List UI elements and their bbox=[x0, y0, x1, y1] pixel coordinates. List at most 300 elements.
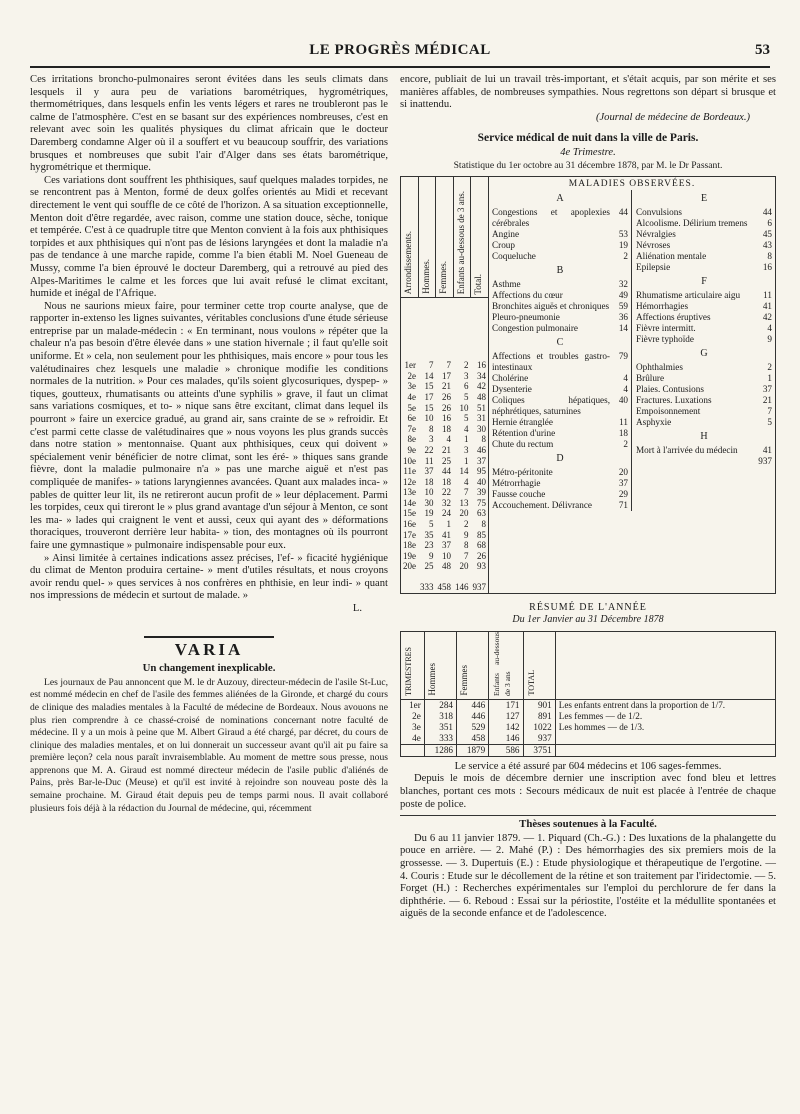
disease-item bbox=[492, 312, 628, 323]
table-cell: 5e bbox=[407, 402, 416, 413]
table-row bbox=[401, 530, 488, 541]
table-row bbox=[401, 403, 488, 414]
service-note: Le service a été assuré par 604 médecins et 106 sages-femmes. bbox=[454, 760, 722, 772]
theses-text: Du 6 au 11 janvier 1879. — 1. Piquard (Ch.-G.) : Des luxations de la phalangette du pouce en arrière. — 2. Mahé (P.) : Des hémorrhagies des six premiers mois de la grossesse. — 3. Dupertuis (E.) : Etude physiologique et thérapeutique de l'ergotine. — 4. Couris : Etude sur le décollement de la rétine et son traitement par l'iridectomie. — 5. Forget (H.) : Recherches expérimentales sur l'emploi du perchlorure de fer dans la diphthérie. — 6. Reboud : Essai sur la périostite, l'ostéite et la médullite spontanées et aiguës de la seconde enfance et de l'adolescence. bbox=[400, 832, 776, 920]
table-row bbox=[401, 519, 488, 530]
resume-row bbox=[401, 711, 776, 722]
table-cell: 7 bbox=[446, 360, 451, 371]
table-cell: 35 bbox=[424, 529, 434, 540]
section-rule bbox=[144, 636, 274, 638]
arrondissements-table bbox=[401, 360, 488, 592]
disease-label: Métrorrhagie bbox=[492, 478, 541, 489]
table-cell: 63 bbox=[477, 508, 486, 519]
source-citation: (Journal de médecine de Bordeaux.) bbox=[595, 111, 750, 123]
paragraph: Ces variations dont souffrent les phthisiques, sauf quelques malades torpides, ne se rencontrent pas à Menton, formé de deux golfes orientés au Midi et recevant directement le vent qui souffle de ce côté de l'horizon. A sa situation exceptionnelle, Menton doit d'être regardée, avec raison, comme une station douce, sèche, tonique et tempérée. C'est à ce quadruple titre que Menton convient à la fois aux phthisiques torpides et aux phthisiques qui n'ont pas de lésions laryngées et dont la maladie n'a pas de tendance à une marche rapide, comme l'a bien établi M. Noel Gueneau de Mussy, comme l'a bien éprouvé le docteur Daremberg, qui a retrouvé au pied des Alpes-Maritimes le calme et les forces que lui avait refusé le climat excitant, humide et inégal de l'Afrique. bbox=[30, 174, 388, 300]
table-cell: 4 bbox=[446, 434, 451, 445]
service-note-2: Depuis le mois de décembre dernier une inscription avec fond bleu et lettres blanches, portant ces mots : Secours médicaux de nuit est placée à l'entrée de chaque poste de police. bbox=[400, 773, 776, 810]
statistics-line: Statistique du 1er octobre au 31 décembre 1878, par M. le Dr Passant. bbox=[453, 159, 723, 171]
disease-label: Métro-péritonite bbox=[492, 467, 553, 478]
table-cell: 46 bbox=[477, 444, 486, 455]
disease-item bbox=[636, 362, 772, 373]
disease-count: 6 bbox=[767, 218, 772, 229]
table-cell: 17e bbox=[403, 529, 416, 540]
resume-title: RÉSUMÉ DE L'ANNÉE bbox=[529, 601, 647, 613]
disease-label: Ophthalmies bbox=[636, 362, 683, 373]
maladies-list-right bbox=[636, 190, 772, 511]
table-cell: 44 bbox=[442, 466, 451, 477]
disease-count: 44 bbox=[618, 207, 628, 218]
disease-label: Coliques hépatiques, néphrétiques, saturnines bbox=[492, 395, 610, 417]
col-header: Enfants au-dessous de 3 ans. bbox=[453, 177, 471, 298]
table-cell: 5 bbox=[464, 391, 469, 402]
table-cell: 12e bbox=[403, 476, 416, 487]
table-row bbox=[401, 360, 488, 371]
disease-item bbox=[636, 373, 772, 384]
table-cell: 22 bbox=[424, 444, 434, 455]
disease-label: Angine bbox=[492, 229, 520, 240]
table-cell: 75 bbox=[477, 497, 486, 508]
disease-item bbox=[492, 384, 628, 395]
table-cell: 4 bbox=[464, 423, 469, 434]
disease-item bbox=[636, 312, 772, 323]
resume-cell: 1022 bbox=[523, 722, 555, 733]
table-cell: 8 bbox=[481, 519, 486, 530]
disease-item bbox=[492, 439, 628, 450]
resume-cell: 446 bbox=[457, 699, 489, 711]
disease-count: 43 bbox=[762, 240, 772, 251]
disease-item bbox=[636, 384, 772, 395]
table-cell: 37 bbox=[424, 466, 434, 477]
col-header: TRIMESTRES bbox=[401, 631, 425, 699]
disease-item bbox=[492, 240, 628, 251]
disease-item bbox=[636, 456, 772, 467]
table-cell: 15 bbox=[424, 381, 434, 392]
disease-label: Affections du cœur bbox=[492, 290, 563, 301]
disease-item bbox=[492, 500, 628, 511]
disease-label: Pleuro-pneumonie bbox=[492, 312, 560, 323]
table-cell: 1 bbox=[464, 434, 469, 445]
disease-label: Névralgies bbox=[636, 229, 676, 240]
disease-count: 79 bbox=[618, 351, 628, 362]
disease-count: 44 bbox=[762, 207, 772, 218]
disease-item bbox=[492, 417, 628, 428]
disease-count: 5 bbox=[767, 417, 772, 428]
disease-count: 53 bbox=[618, 229, 628, 240]
disease-item bbox=[492, 301, 628, 312]
disease-count: 1 bbox=[767, 373, 772, 384]
statistics-table bbox=[400, 176, 776, 593]
table-cell: 2e bbox=[407, 370, 416, 381]
table-cell: 40 bbox=[477, 476, 486, 487]
resume-row bbox=[401, 722, 776, 733]
disease-count: 49 bbox=[618, 290, 628, 301]
table-cell: 37 bbox=[477, 455, 486, 466]
disease-label: Congestions et apoplexies cérébrales bbox=[492, 207, 610, 229]
table-cell: 13 bbox=[459, 497, 469, 508]
table-cell: 93 bbox=[477, 561, 486, 572]
resume-cell: 351 bbox=[424, 722, 456, 733]
resume-total-row bbox=[401, 744, 776, 756]
service-title: Service médical de nuit dans la ville de Paris. bbox=[477, 132, 699, 145]
disease-count: 2 bbox=[623, 439, 628, 450]
table-cell: 3 bbox=[464, 444, 469, 455]
disease-count: 45 bbox=[762, 229, 772, 240]
disease-item bbox=[492, 323, 628, 334]
disease-item bbox=[492, 207, 628, 229]
table-cell: 25 bbox=[442, 455, 451, 466]
table-cell: 23 bbox=[424, 540, 434, 551]
table-cell: 10e bbox=[403, 455, 416, 466]
table-cell: 3 bbox=[464, 370, 469, 381]
table-row bbox=[401, 498, 488, 509]
table-row bbox=[401, 456, 488, 467]
table-cell: 34 bbox=[477, 370, 486, 381]
varia-text: Les journaux de Pau annoncent que M. le dr Auzouy, directeur-médecin de l'asile St-Luc, est nommé médecin en chef de l'asile des femmes aliénées de la Gironde, et chargé du cours de clinique des maladies mentales à la Faculté de médecine de Bordeaux. Nous avouons ne plus rien comprendre à ce chassé-croisé de nominations concernant notre faculté de médecine. Il y a un mois à peine que M. Albert Giraud a été chargé, par décret, du cours de clinique des maladies mentales, et on lui donnerait un successeur avant qu'il ait pu faire sa première leçon? cela nous paraît invraisemblable. Au moment de mettre sous presse, nous apprenons que M. A. Giraud est nommé directeur médecin de l'asile public d'aliénés de Pains, près Bar-le-Duc (Meuse) et qu'il est invité à rejoindre son nouveau poste dès la semaine prochaine. M. Giraud était depuis peu de temps parmi nous. Il avait collaboré plusieurs fois déjà à la rédaction du Journal de médecine, qui, récemment bbox=[30, 676, 388, 814]
disease-count: 37 bbox=[762, 384, 772, 395]
table-cell: 7e bbox=[407, 423, 416, 434]
resume-cell: 529 bbox=[457, 722, 489, 733]
disease-count: 11 bbox=[763, 290, 772, 301]
disease-item bbox=[492, 489, 628, 500]
table-cell: 11 bbox=[424, 455, 434, 466]
disease-item bbox=[492, 251, 628, 262]
resume-cell: 333 bbox=[424, 733, 456, 745]
resume-cell: 901 bbox=[523, 699, 555, 711]
disease-count: 20 bbox=[618, 467, 628, 478]
disease-count: 4 bbox=[623, 384, 628, 395]
total-cell bbox=[401, 572, 418, 593]
table-cell: 15 bbox=[424, 402, 434, 413]
disease-item bbox=[492, 478, 628, 489]
disease-label: Epilepsie bbox=[636, 262, 671, 273]
col-header: Arrondissements. bbox=[401, 177, 419, 298]
table-cell: 48 bbox=[442, 561, 451, 572]
col-header: Total. bbox=[471, 177, 489, 298]
table-cell: 1 bbox=[446, 519, 451, 530]
category-letter: G bbox=[700, 348, 708, 360]
total-cell: 458 bbox=[437, 582, 451, 593]
header-rule bbox=[30, 66, 770, 68]
table-cell: 26 bbox=[477, 550, 486, 561]
resume-cell: 171 bbox=[489, 699, 523, 711]
disease-item bbox=[636, 229, 772, 240]
continuation-text: encore, publiait de lui un travail très-important, et s'était acquis, par son mérite et ses manières affables, de nombreuses sympathies. Nous regrettons son départ si brusque et si inattendu. bbox=[400, 74, 776, 111]
table-cell: 95 bbox=[477, 466, 486, 477]
table-cell: 68 bbox=[477, 540, 486, 551]
disease-count: 937 bbox=[758, 456, 772, 467]
disease-label: Coqueluche bbox=[492, 251, 536, 262]
table-cell: 20e bbox=[403, 561, 416, 572]
table-cell: 18 bbox=[442, 423, 451, 434]
table-cell: 13e bbox=[403, 487, 416, 498]
table-cell: 15e bbox=[403, 508, 416, 519]
resume-cell: 446 bbox=[457, 711, 489, 722]
disease-item bbox=[636, 262, 772, 273]
category-letter: H bbox=[700, 431, 708, 443]
disease-label: Mort à l'arrivée du médecin bbox=[636, 445, 738, 456]
table-cell: 1 bbox=[464, 455, 469, 466]
table-cell: 14 bbox=[424, 370, 434, 381]
resume-cell: 891 bbox=[523, 711, 555, 722]
page-number: 53 bbox=[755, 42, 770, 58]
varia-heading bbox=[30, 636, 388, 660]
disease-label: Aliénation mentale bbox=[636, 251, 707, 262]
table-cell: 4 bbox=[464, 476, 469, 487]
resume-table bbox=[400, 631, 776, 757]
table-row bbox=[401, 466, 488, 477]
table-cell: 4e bbox=[407, 391, 416, 402]
table-cell: 10 bbox=[459, 402, 469, 413]
table-cell: 10 bbox=[424, 487, 434, 498]
disease-label: Hémorrhagies bbox=[636, 301, 689, 312]
table-cell: 39 bbox=[477, 487, 486, 498]
table-cell: 16e bbox=[403, 519, 416, 530]
table-cell: 19e bbox=[403, 550, 416, 561]
disease-label: Névroses bbox=[636, 240, 671, 251]
table-cell: 16 bbox=[442, 413, 451, 424]
maladies-list-left bbox=[492, 190, 632, 511]
disease-count: 7 bbox=[767, 406, 772, 417]
disease-item bbox=[636, 240, 772, 251]
table-cell: 3e bbox=[407, 381, 416, 392]
left-column bbox=[30, 74, 388, 815]
disease-count: 2 bbox=[623, 251, 628, 262]
table-cell: 51 bbox=[477, 402, 486, 413]
table-row bbox=[401, 477, 488, 488]
disease-label: Fièvre typhoïde bbox=[636, 334, 694, 345]
table-cell: 9 bbox=[429, 550, 434, 561]
disease-label: Asphyxie bbox=[636, 417, 672, 428]
trimestre: 4e Trimestre. bbox=[560, 146, 616, 158]
maladies-header: MALADIES OBSERVÉES. bbox=[568, 179, 696, 190]
disease-label: Plaies. Contusions bbox=[636, 384, 704, 395]
disease-item bbox=[636, 334, 772, 345]
disease-label: Bronchites aiguës et chroniques bbox=[492, 301, 610, 312]
resume-total-empty bbox=[555, 744, 775, 756]
table-cell: 8 bbox=[464, 540, 469, 551]
resume-total-cell: 1879 bbox=[457, 744, 489, 756]
resume-cell: 284 bbox=[424, 699, 456, 711]
table-cell: 41 bbox=[442, 529, 451, 540]
disease-count: 9 bbox=[767, 334, 772, 345]
col-header: Hommes bbox=[424, 631, 456, 699]
disease-item bbox=[492, 351, 628, 373]
table-cell: 11e bbox=[403, 466, 416, 477]
disease-label: Rhumatisme articulaire aigu bbox=[636, 290, 741, 301]
table-row bbox=[401, 551, 488, 562]
col-header-empty bbox=[555, 631, 775, 699]
resume-row bbox=[401, 699, 776, 711]
disease-count: 32 bbox=[618, 279, 628, 290]
table-cell: 17 bbox=[442, 370, 451, 381]
disease-item bbox=[636, 406, 772, 417]
disease-item bbox=[492, 279, 628, 290]
table-cell: 5 bbox=[429, 519, 434, 530]
category-letter: E bbox=[700, 193, 708, 205]
disease-label: Fièvre intermitt. bbox=[636, 323, 696, 334]
resume-cell: 2e bbox=[401, 711, 425, 722]
disease-count: 41 bbox=[762, 445, 772, 456]
disease-label: Rétention d'urine bbox=[492, 428, 556, 439]
table-cell: 18 bbox=[442, 476, 451, 487]
table-cell: 37 bbox=[442, 540, 451, 551]
table-row bbox=[401, 371, 488, 382]
resume-cell bbox=[555, 733, 775, 745]
table-cell: 25 bbox=[424, 561, 434, 572]
resume-dates: Du 1er Janvier au 31 Décembre 1878 bbox=[512, 614, 664, 626]
disease-label: Chute du rectum bbox=[492, 439, 554, 450]
table-cell: 20 bbox=[459, 561, 469, 572]
disease-item bbox=[636, 445, 772, 456]
table-cell: 6 bbox=[464, 381, 469, 392]
total-cell: 146 bbox=[455, 582, 469, 593]
col-header: Hommes. bbox=[418, 177, 436, 298]
resume-total-cell: 3751 bbox=[523, 744, 555, 756]
table-row bbox=[401, 540, 488, 551]
table-cell: 48 bbox=[477, 391, 486, 402]
disease-count: 18 bbox=[618, 428, 628, 439]
table-cell: 1er bbox=[404, 360, 416, 371]
table-row bbox=[401, 434, 488, 445]
table-cell: 8 bbox=[481, 434, 486, 445]
category-letter: C bbox=[556, 337, 564, 349]
table-cell: 2 bbox=[464, 519, 469, 530]
table-cell: 6e bbox=[407, 413, 416, 424]
disease-count: 41 bbox=[762, 301, 772, 312]
disease-label: Fausse couche bbox=[492, 489, 546, 500]
col-header: TOTAL bbox=[523, 631, 555, 699]
right-column bbox=[400, 74, 776, 921]
resume-total-cell bbox=[401, 744, 425, 756]
table-cell: 21 bbox=[442, 381, 451, 392]
table-cell: 18 bbox=[424, 476, 434, 487]
disease-count: 40 bbox=[618, 395, 628, 406]
resume-cell: 127 bbox=[489, 711, 523, 722]
table-row bbox=[401, 561, 488, 572]
resume-cell: Les femmes — de 1/2. bbox=[558, 710, 643, 721]
disease-count: 19 bbox=[618, 240, 628, 251]
table-cell: 22 bbox=[442, 487, 451, 498]
paragraph: Ces irritations broncho-pulmonaires seront évitées dans les seuls climats dans lesquels il y aura peu de variations barométriques, hygrométriques, thermométriques, dans lesquels enfin les vents légers et rares ne troubleront pas le calme de l'atmosphère. C'est en se basant sur des expériences nombreuses, c'est en relevant avec soin les qualités physiques du climat africain que le docteur Daremberg condamne Alger où il a souffert et vu beaucoup souffrir, des variations brusques et nombreuses que subit l'air d'Alger dans ses états barométrique, hygrométrique et thermique. bbox=[30, 74, 388, 174]
resume-cell: 142 bbox=[489, 722, 523, 733]
table-cell: 3 bbox=[429, 434, 434, 445]
resume-total-cell: 1286 bbox=[424, 744, 456, 756]
disease-label: Hernie étranglée bbox=[492, 417, 553, 428]
table-cell: 5 bbox=[464, 413, 469, 424]
table-cell: 31 bbox=[477, 413, 486, 424]
disease-item bbox=[636, 251, 772, 262]
disease-item bbox=[636, 301, 772, 312]
category-letter: F bbox=[701, 276, 707, 288]
table-cell: 9 bbox=[464, 529, 469, 540]
total-row bbox=[401, 572, 488, 593]
disease-label: Dysenterie bbox=[492, 384, 532, 395]
disease-count: 59 bbox=[618, 301, 628, 312]
table-row bbox=[401, 487, 488, 498]
resume-cell: 318 bbox=[424, 711, 456, 722]
table-cell: 32 bbox=[442, 497, 451, 508]
disease-count: 8 bbox=[767, 251, 772, 262]
table-cell: 7 bbox=[464, 550, 469, 561]
resume-cell: 937 bbox=[523, 733, 555, 745]
disease-item bbox=[492, 290, 628, 301]
table-cell: 21 bbox=[442, 444, 451, 455]
table-cell: 26 bbox=[442, 402, 451, 413]
disease-item bbox=[636, 207, 772, 218]
table-cell: 8 bbox=[429, 423, 434, 434]
paragraph: Nous ne saurions mieux faire, pour terminer cette trop courte analyse, que de rapporter in-extenso les lignes suivantes, véritables conclusions d'une étude sérieuse entreprise par un malade-médecin : « En terminant, nous voulons » répéter que la chaleur n'a pas besoin d'être élevée dans » une station hivernale ; il faut qu'elle soit uniforme. Et » cela, non seulement pour les phthisiques, mais encore » pour tous les valétudinaires chez lesquels une maladie » chronique modifie les conditions normales de la nutrition. » Pour ces malades, qu'ils soient glycosuriques, dyspep- » tiques, goutteux, rhumatisants ou atteints d'une syphilis » grave, il faut un climat sans variations cosmiques, et to- » nique sans être excitant, climat dans lequel ils pourront » faire un exercice gradué, au grand air, sans crainte de se » refroidir. Et c'est parmi cette classe de valétudinaires que » nous voyons les plus grands succès dans notre station » mentonnaise. Quant aux phthisiques, ceux qui doivent » spécialement venir bénéficier de notre climat, sont les éré- » thiques sans grande fièvre, dont la maladie pulmonaire n'a » pas une marche aiguë et n'est pas compliquée de manifes- » tations laryngiennes avancées. Quant aux malades inca- » pables de quitter leur lit, ils ne retireront aucun profit de » leur déplacement. Parmi les torpides, ceux qui tireront le » plus grand avantage d'un séjour à Menton, ce sont les ma- » lades qui craignent le vent et aussi, ceux qui ayant des » déformations thoraciques, trouveront derrière leur habita- » tion, des montagnes où ils pourront faire une gymnastique » pulmonaire indispensable pour eux. bbox=[30, 300, 388, 551]
paragraph: » Ainsi limitée à certaines indications assez précises, l'ef- » ficacité hygiénique du climat de Menton produira certaine- » ment d'utiles résultats, et nous croyons avoir rendu quel- » ques services à nos confrères en phthisie, en leur indi- » quant nos impressions de médecin et surtout de malade. » bbox=[30, 552, 388, 602]
page-header bbox=[30, 42, 770, 62]
table-cell: 42 bbox=[477, 381, 486, 392]
disease-count: 4 bbox=[623, 373, 628, 384]
disease-item bbox=[636, 417, 772, 428]
table-cell: 85 bbox=[477, 529, 486, 540]
table-cell: 18e bbox=[403, 540, 416, 551]
disease-label: Empoisonnement bbox=[636, 406, 701, 417]
table-cell: 24 bbox=[442, 508, 451, 519]
theses-title: Thèses soutenues à la Faculté. bbox=[400, 815, 776, 831]
table-cell: 14e bbox=[403, 497, 416, 508]
disease-count: 14 bbox=[618, 323, 628, 334]
table-cell: 14 bbox=[459, 466, 469, 477]
table-cell: 16 bbox=[477, 360, 486, 371]
table-cell: 26 bbox=[442, 391, 451, 402]
disease-count: 36 bbox=[618, 312, 628, 323]
disease-item bbox=[636, 218, 772, 229]
disease-count: 71 bbox=[618, 500, 628, 511]
table-cell: 30 bbox=[424, 497, 434, 508]
table-row bbox=[401, 413, 488, 424]
disease-label: Affections et troubles gastro-intestinaux bbox=[492, 351, 610, 373]
varia-title: VARIA bbox=[174, 639, 244, 659]
disease-item bbox=[492, 467, 628, 478]
disease-count: 2 bbox=[767, 362, 772, 373]
table-cell: 10 bbox=[424, 413, 434, 424]
col-header: Femmes. bbox=[436, 177, 454, 298]
table-row bbox=[401, 445, 488, 456]
disease-label: Brûlure bbox=[636, 373, 665, 384]
resume-cell: 3e bbox=[401, 722, 425, 733]
disease-count: 21 bbox=[762, 395, 772, 406]
table-cell: 30 bbox=[477, 423, 486, 434]
total-cell: 937 bbox=[472, 582, 486, 593]
table-cell: 17 bbox=[424, 391, 434, 402]
signature: L. bbox=[352, 602, 362, 614]
resume-total-cell: 586 bbox=[489, 744, 523, 756]
table-cell: 9e bbox=[407, 444, 416, 455]
table-row bbox=[401, 381, 488, 392]
table-cell: 7 bbox=[429, 360, 434, 371]
disease-label: Cholérine bbox=[492, 373, 529, 384]
disease-item bbox=[492, 395, 628, 417]
resume-cell: 146 bbox=[489, 733, 523, 745]
category-letter: D bbox=[556, 453, 564, 465]
category-letter: A bbox=[556, 193, 564, 205]
category-letter: B bbox=[556, 265, 564, 277]
disease-item bbox=[492, 428, 628, 439]
table-row bbox=[401, 508, 488, 519]
disease-count: 4 bbox=[767, 323, 772, 334]
disease-label: Convulsions bbox=[636, 207, 682, 218]
disease-count: 37 bbox=[618, 478, 628, 489]
table-row bbox=[401, 424, 488, 435]
disease-item bbox=[492, 373, 628, 384]
col-header: Femmes bbox=[457, 631, 489, 699]
disease-count: 16 bbox=[762, 262, 772, 273]
disease-label: Accouchement. Délivrance bbox=[492, 500, 592, 511]
col-header: Enfants au-dessous de 3 ans bbox=[489, 631, 523, 699]
